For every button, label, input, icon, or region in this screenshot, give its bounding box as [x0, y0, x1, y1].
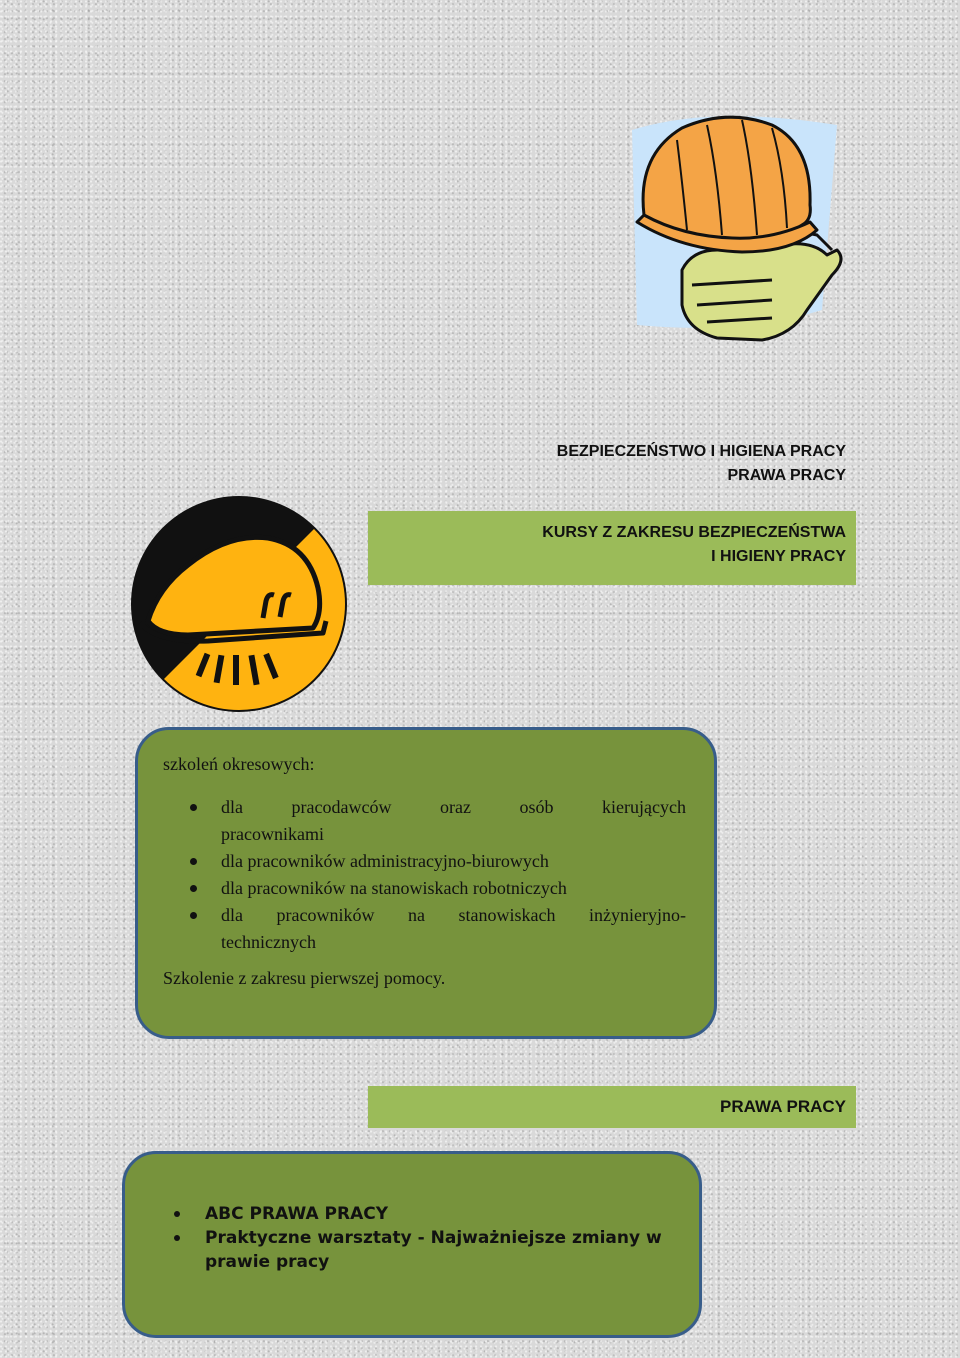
szkolenia-list: [163, 794, 686, 956]
bullet-icon: [190, 885, 197, 892]
prawa-list: [155, 1202, 679, 1274]
title-line-2: PRAWA PRACY: [727, 467, 846, 484]
kursy-section-header: [368, 511, 856, 585]
list-item-line-1: dla pracowników na stanowiskach robotniczych: [221, 878, 567, 898]
list-item-line-1: dla pracowników administracyjno-biurowych: [221, 851, 549, 871]
bullet-icon: [190, 912, 197, 919]
list-item: [163, 848, 686, 875]
szkolenia-panel: [135, 727, 717, 1039]
title-line-1: BEZPIECZEŃSTWO I HIGIENA PRACY: [556, 443, 846, 460]
list-item: [163, 875, 686, 902]
list-item: [163, 794, 686, 848]
szkolenia-heading: szkoleń okresowych:: [163, 754, 315, 774]
bullet-icon: [174, 1235, 180, 1241]
kursy-header-line-1: KURSY Z ZAKRESU BEZPIECZEŃSTWA: [542, 524, 846, 541]
list-item: [155, 1226, 679, 1274]
list-item-text: Praktyczne warsztaty - Najważniejsze zmiany w prawie pracy: [205, 1228, 662, 1272]
list-item-line-2: technicznych: [221, 932, 316, 952]
bullet-icon: [190, 858, 197, 865]
kursy-header-line-2: I HIGIENY PRACY: [711, 548, 846, 565]
list-item-line-1: dla pracowników na stanowiskach inżynieryjno-: [221, 905, 686, 925]
list-item-line-2: pracownikami: [221, 824, 324, 844]
list-item-line-1: dla pracodawców oraz osób kierujących: [221, 797, 686, 817]
hard-hat-circle-icon: [128, 493, 350, 715]
szkolenia-footer: Szkolenie z zakresu pierwszej pomocy.: [163, 968, 446, 988]
page-title: [440, 440, 846, 488]
list-item-text: ABC PRAWA PRACY: [205, 1204, 389, 1224]
bullet-icon: [190, 804, 197, 811]
hard-hat-and-gloves-icon: [622, 110, 847, 348]
bullet-icon: [174, 1211, 180, 1217]
prawa-section-header: PRAWA PRACY: [368, 1086, 856, 1128]
list-item: [163, 902, 686, 956]
prawa-panel: [122, 1151, 702, 1338]
list-item: [155, 1202, 679, 1226]
